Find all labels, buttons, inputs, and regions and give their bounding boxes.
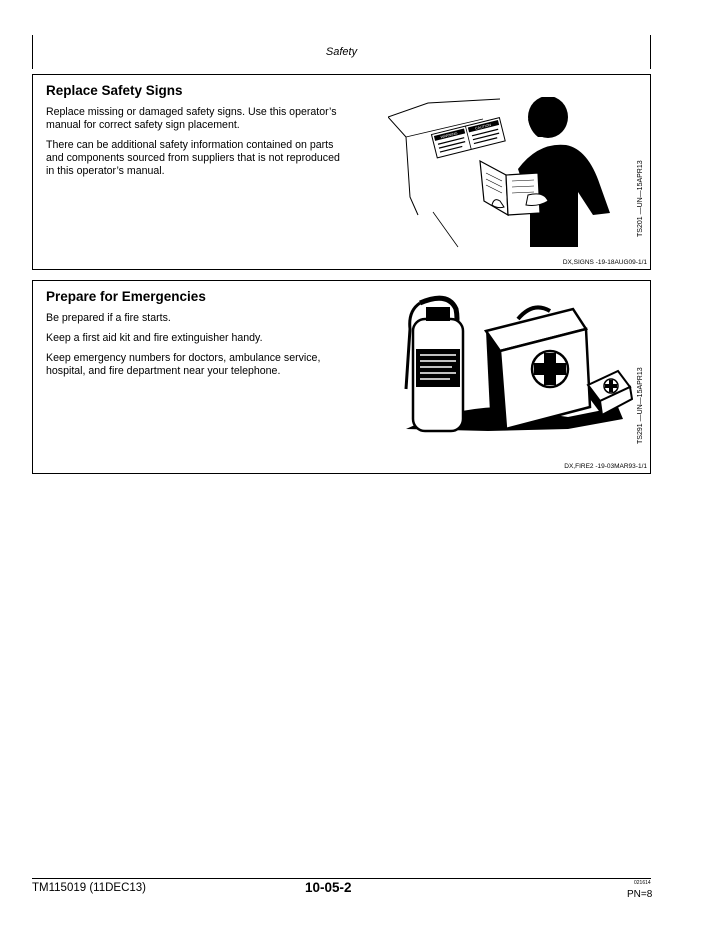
- footer-document-id: TM115019 (11DEC13): [32, 882, 146, 894]
- footer-date-code: 021614: [634, 880, 651, 886]
- paragraph: There can be additional safety information contained on parts and components sourced from suppliers that is not reproduced in this operator’s manual.: [46, 139, 340, 177]
- section-body: [46, 312, 346, 385]
- person-reading-manual-icon: [388, 97, 628, 249]
- footer-pn: PN=8: [627, 889, 653, 900]
- paragraph: Keep emergency numbers for doctors, ambulance service, hospital, and fire department near your telephone.: [46, 352, 321, 377]
- section-body: [46, 106, 346, 185]
- figure-side-code: TS201 —UN—15APR13: [637, 160, 644, 237]
- page-header-title: Safety: [325, 46, 358, 58]
- reference-code: DX,SIGNS -19-18AUG09-1/1: [562, 259, 647, 266]
- warning-sign-label: WARNING: [440, 131, 459, 140]
- section-prepare-for-emergencies: [32, 280, 651, 474]
- paragraph: Be prepared if a fire starts.: [46, 312, 171, 324]
- caution-sign-label: CAUTION: [474, 122, 492, 131]
- section-replace-safety-signs: [32, 74, 651, 270]
- reference-code: DX,FIRE2 -19-03MAR93-1/1: [564, 463, 647, 470]
- section-title: Prepare for Emergencies: [46, 289, 206, 304]
- section-title: Replace Safety Signs: [46, 83, 183, 98]
- footer-rule: [32, 878, 651, 879]
- fire-extinguisher-first-aid-icon: [368, 289, 633, 439]
- figure-side-code: TS291 —UN—15APR13: [637, 367, 644, 444]
- footer-page-number: 10-05-2: [305, 880, 352, 895]
- paragraph: Replace missing or damaged safety signs. Use this operator’s manual for correct safety sign placement.: [46, 106, 337, 131]
- paragraph: Keep a first aid kit and fire extinguisher handy.: [46, 332, 263, 344]
